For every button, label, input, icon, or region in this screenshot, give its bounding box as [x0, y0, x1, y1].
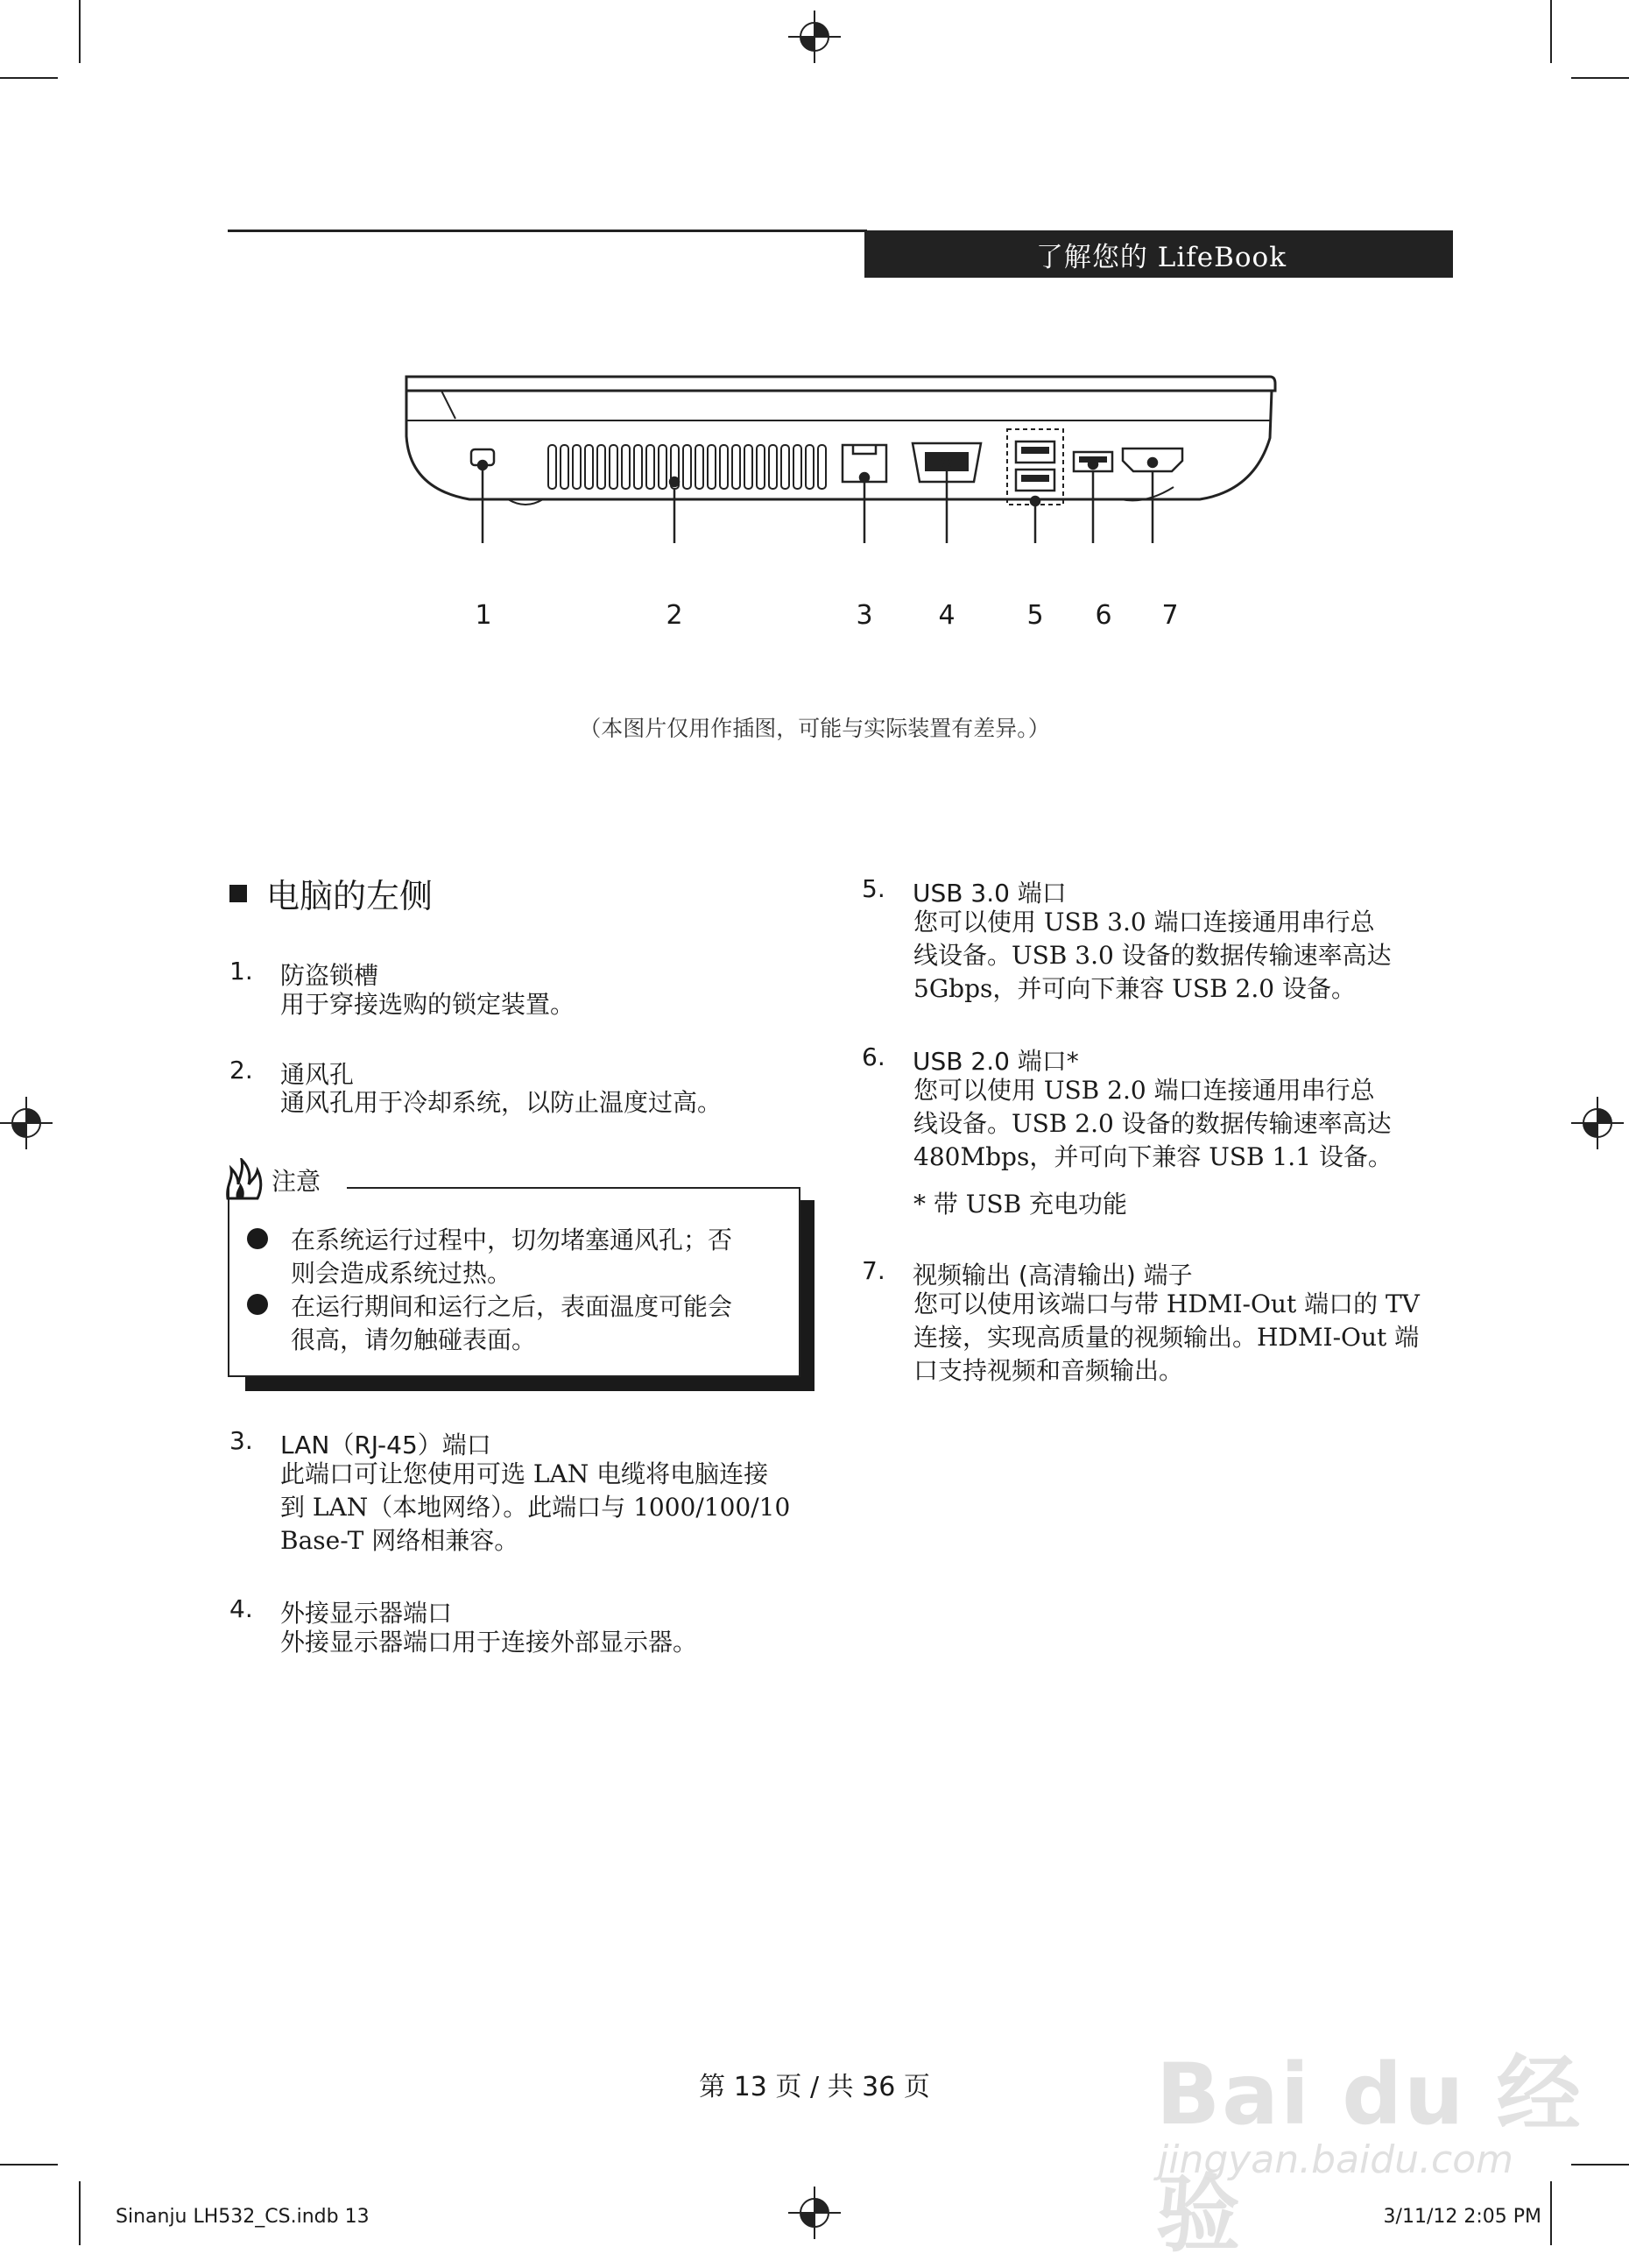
item-line: 线设备。USB 3.0 设备的数据传输速率高达 [913, 941, 1392, 970]
item-line: 线设备。USB 2.0 设备的数据传输速率高达 [913, 1109, 1392, 1138]
caution-line: 在运行期间和运行之后，表面温度可能会 [291, 1292, 733, 1321]
item-line: 480Mbps，并可向下兼容 USB 1.1 设备。 [913, 1142, 1393, 1171]
caution-line: 在系统运行过程中，切勿堵塞通风孔；否 [291, 1226, 733, 1254]
item-line: 外接显示器端口用于连接外部显示器。 [280, 1628, 698, 1657]
section-title [229, 869, 433, 917]
registration-mark-left [0, 1097, 53, 1149]
item-line: 您可以使用 USB 3.0 端口连接通用串行总 [913, 908, 1375, 936]
item-number: 6. [862, 1042, 885, 1071]
caution-title [224, 1158, 321, 1202]
caution-line: 很高，请勿触碰表面。 [291, 1325, 537, 1354]
item-description [913, 1288, 1420, 1388]
figure-caption: （本图片仅用作插图，可能与实际装置有差异。） [579, 716, 1050, 741]
bullet-dot-icon [247, 1294, 268, 1315]
item-description [913, 906, 1392, 1006]
item-title: USB 3.0 端口 [913, 879, 1067, 908]
registration-mark-top [788, 11, 841, 63]
item-heading [229, 1426, 491, 1461]
item-description [280, 1086, 722, 1120]
flame-warning-icon [224, 1158, 264, 1202]
callout-4: 4 [938, 600, 956, 631]
crop-mark [79, 0, 81, 63]
print-slug-file: Sinanju LH532_CS.indb 13 [116, 2206, 370, 2228]
page-number: 第 13 页 / 共 36 页 [699, 2072, 930, 2102]
item-heading [229, 1594, 452, 1629]
crop-mark [79, 2181, 81, 2245]
bullet-dot-icon [247, 1228, 268, 1249]
item-title: 视频输出 (高清输出) 端子 [913, 1261, 1193, 1289]
print-slug-date: 3/11/12 2:05 PM [1383, 2206, 1541, 2228]
registration-mark-bottom [788, 2187, 841, 2239]
callout-6: 6 [1095, 600, 1112, 631]
item-line: 您可以使用 USB 2.0 端口连接通用串行总 [913, 1076, 1375, 1105]
caution-line: 则会造成系统过热。 [291, 1259, 512, 1288]
caution-title-text: 注意 [272, 1167, 321, 1196]
item-heading [229, 1056, 354, 1091]
item-description [280, 988, 575, 1021]
item-description [913, 1074, 1393, 1174]
callout-7: 7 [1161, 600, 1179, 631]
header-title: 了解您的 LifeBook [1035, 241, 1287, 273]
item-title: 外接显示器端口 [280, 1599, 453, 1628]
item-description [280, 1626, 697, 1659]
callout-3: 3 [856, 600, 873, 631]
item-line: 5Gbps，并可向下兼容 USB 2.0 设备。 [913, 974, 1356, 1003]
item-heading [862, 1256, 1193, 1291]
item-line: 此端口可让您使用可选 LAN 电缆将电脑连接 [280, 1459, 769, 1488]
caution-title-rule [347, 1187, 800, 1189]
item-line: Base-T 网络相兼容。 [280, 1526, 519, 1555]
header-rule [228, 230, 867, 232]
crop-mark [1550, 0, 1552, 63]
square-bullet-icon [229, 885, 247, 902]
item-line: 连接，实现高质量的视频输出。HDMI-Out 端 [913, 1323, 1420, 1352]
item-title: USB 2.0 端口* [913, 1047, 1079, 1076]
item-number: 3. [229, 1426, 253, 1455]
page-header [864, 230, 1453, 278]
item-line: 您可以使用该端口与带 HDMI-Out 端口的 TV [913, 1289, 1420, 1318]
item-title: 防盗锁槽 [280, 961, 379, 990]
item-number: 2. [229, 1056, 253, 1085]
baidu-watermark-url: jingyan.baidu.com [1158, 2137, 1514, 2182]
item-number: 1. [229, 957, 253, 986]
item-number: 5. [862, 874, 885, 903]
callout-5: 5 [1026, 600, 1044, 631]
item-number: 7. [862, 1256, 885, 1285]
item-title: 通风孔 [280, 1060, 355, 1089]
callout-1: 1 [475, 600, 492, 631]
item-line: 通风孔用于冷却系统，以防止温度过高。 [280, 1088, 723, 1117]
item-line: 到 LAN（本地网络）。此端口与 1000/100/10 [280, 1493, 791, 1522]
crop-mark [0, 77, 58, 79]
section-title-text: 电脑的左侧 [266, 877, 434, 915]
item-heading [862, 874, 1067, 909]
item-line: 用于穿接选购的锁定装置。 [280, 990, 575, 1019]
item-heading [229, 957, 378, 992]
item-number: 4. [229, 1594, 253, 1623]
laptop-left-side-illustration [385, 368, 1296, 543]
item-line: 口支持视频和音频输出。 [913, 1356, 1184, 1385]
item-footnote: * 带 USB 充电功能 [913, 1190, 1128, 1219]
callout-2: 2 [666, 600, 683, 631]
item-description [280, 1458, 790, 1558]
item-heading [862, 1042, 1079, 1077]
crop-mark [0, 2164, 58, 2166]
registration-mark-right [1571, 1097, 1624, 1149]
crop-mark [1571, 77, 1629, 79]
item-title: LAN（RJ-45）端口 [280, 1431, 491, 1459]
baidu-watermark: Bai du 经验 [1156, 2045, 1583, 2264]
